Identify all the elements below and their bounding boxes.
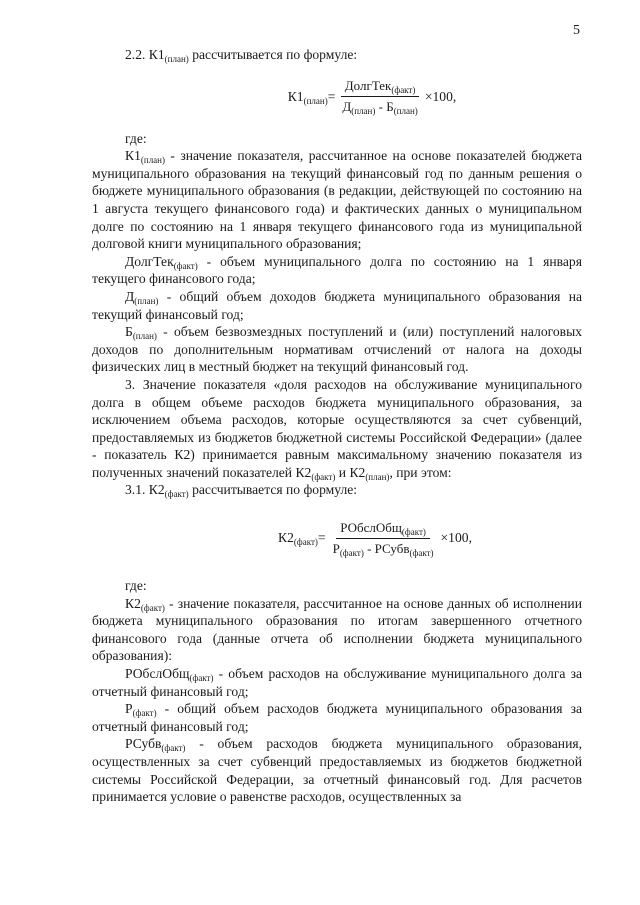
definition-term: $Р_{(факт)}$	[125, 701, 157, 719]
definition-b-plan	[92, 323, 582, 376]
fraction-denominator: $Д_{(план)} - Б_{(план)}$	[342, 99, 418, 117]
definition-text: - объем безвозмездных поступлений и (или) поступлений налоговых доходов по дополнительным нормативам отчислений от налога на доходы физических лиц в местный бюджет на текущий финансовый год.	[92, 324, 582, 375]
heading-text: рассчитывается по формуле:	[192, 47, 358, 62]
definition-robslobshch	[92, 665, 582, 700]
section-3-paragraph: 3. Значение показателя «доля расходов на обслуживание муниципального долга в общем объеме расходов бюджета муниципального образования, за исключением объема расходов, которые осуществляются за счет субвенций, предоставляемых из бюджетов бюджетной системы Российской Федерации» (далее - показатель К2) принимается равным максимальному значению показателя из полученных значений показателей $К2_{(факт)}$ и $К2_{(план)}$, при этом:	[92, 376, 582, 482]
definition-rsubv	[92, 735, 582, 805]
formula-equals: =	[327, 88, 336, 104]
definition-text: - значение показателя, рассчитанное на основе данных об исполнении бюджета муниципального образования по итогам завершенного отчетного финансового года (данные отчета об исполнении бюджета муниципального образования):	[92, 595, 582, 664]
definition-d-plan	[92, 288, 582, 323]
heading-text: рассчитывается по формуле:	[192, 482, 358, 498]
formula-multiplier: ×100,	[440, 530, 472, 546]
formula-equals: =	[317, 530, 326, 546]
definition-text: - объем расходов бюджета муниципального образования, осуществленных за счет субвенций предоставляемых из бюджетов бюджетной системы Российской Федерации, за отчетный финансовый год. Для расчетов принимается условие о равенстве расходов, осуществленных за	[92, 736, 582, 805]
section-2-2-heading	[92, 46, 582, 64]
fraction-numerator: ДолгТек$_{(факт)}$	[341, 78, 420, 97]
formula-lhs: $К1_{(план)}$	[287, 88, 328, 106]
page-content	[92, 46, 582, 806]
definition-term: РОбслОбщ$_{(факт)}$	[125, 666, 214, 684]
definition-text: - объем расходов на обслуживание муниципального долга за отчетный финансовый год;	[92, 666, 582, 699]
definition-text: - общий объем доходов бюджета муниципального образования на текущий финансовый год;	[92, 288, 582, 322]
symbol-k1: $К1_{(план)}$	[148, 47, 189, 64]
definition-text: - значение показателя, рассчитанное на основе показателей бюджета муниципального образования на текущий финансовый год по данным решения о бюджете муниципального образования (в редакции, действующей по состоянию на 1 августа текущего финансового года) и фактических данных о муниципальном долге по состоянию на 1 января текущего финансового года из муниципальной долговой книги муниципального образования;	[92, 148, 582, 252]
where-label: где:	[125, 130, 147, 146]
section-3-1-heading	[92, 481, 582, 499]
definition-r-fact	[92, 700, 582, 735]
symbol-k2-plan: $К2_{(план)}$	[349, 464, 390, 482]
formula-lhs: $К2_{(факт)}$	[278, 530, 318, 548]
fraction-denominator: $Р_{(факт)}$ - РСубв$_{(факт)}$	[332, 540, 434, 558]
section-number: 3.1.	[125, 482, 146, 498]
definition-text: - объем муниципального долга по состоянию на 1 января текущего финансового года;	[92, 253, 582, 287]
definition-term: $Д_{(план)}$	[125, 288, 159, 306]
formula-fraction	[329, 520, 438, 557]
definition-dolgtek	[92, 253, 582, 288]
page-number: 5	[573, 23, 580, 38]
symbol-k2-fact: $К2_{(факт)}$	[148, 482, 189, 500]
definition-term: $Б_{(план)}$	[125, 324, 157, 342]
definition-term: $К2_{(факт)}$	[125, 595, 165, 613]
formula-k1-plan	[92, 64, 582, 130]
definition-term: РСубв$_{(факт)}$	[125, 736, 186, 754]
definition-k2-fact	[92, 595, 582, 665]
definition-k1-plan	[92, 147, 582, 253]
definition-text: - общий объем расходов бюджета муниципального образования за отчетный финансовый год;	[92, 701, 582, 734]
symbol-k2-fact: $К2_{(факт)}$	[295, 464, 336, 482]
formula-k2-fact	[92, 499, 582, 577]
definition-term: $К1_{(план)}$	[125, 148, 165, 166]
formula-fraction	[338, 78, 421, 115]
section-number: 2.2.	[125, 47, 146, 62]
fraction-numerator: РОбслОбщ$_{(факт)}$	[336, 520, 430, 539]
where-label: где:	[125, 578, 147, 594]
definition-term: ДолгТек$_{(факт)}$	[125, 253, 198, 271]
formula-multiplier: ×100,	[424, 88, 457, 104]
